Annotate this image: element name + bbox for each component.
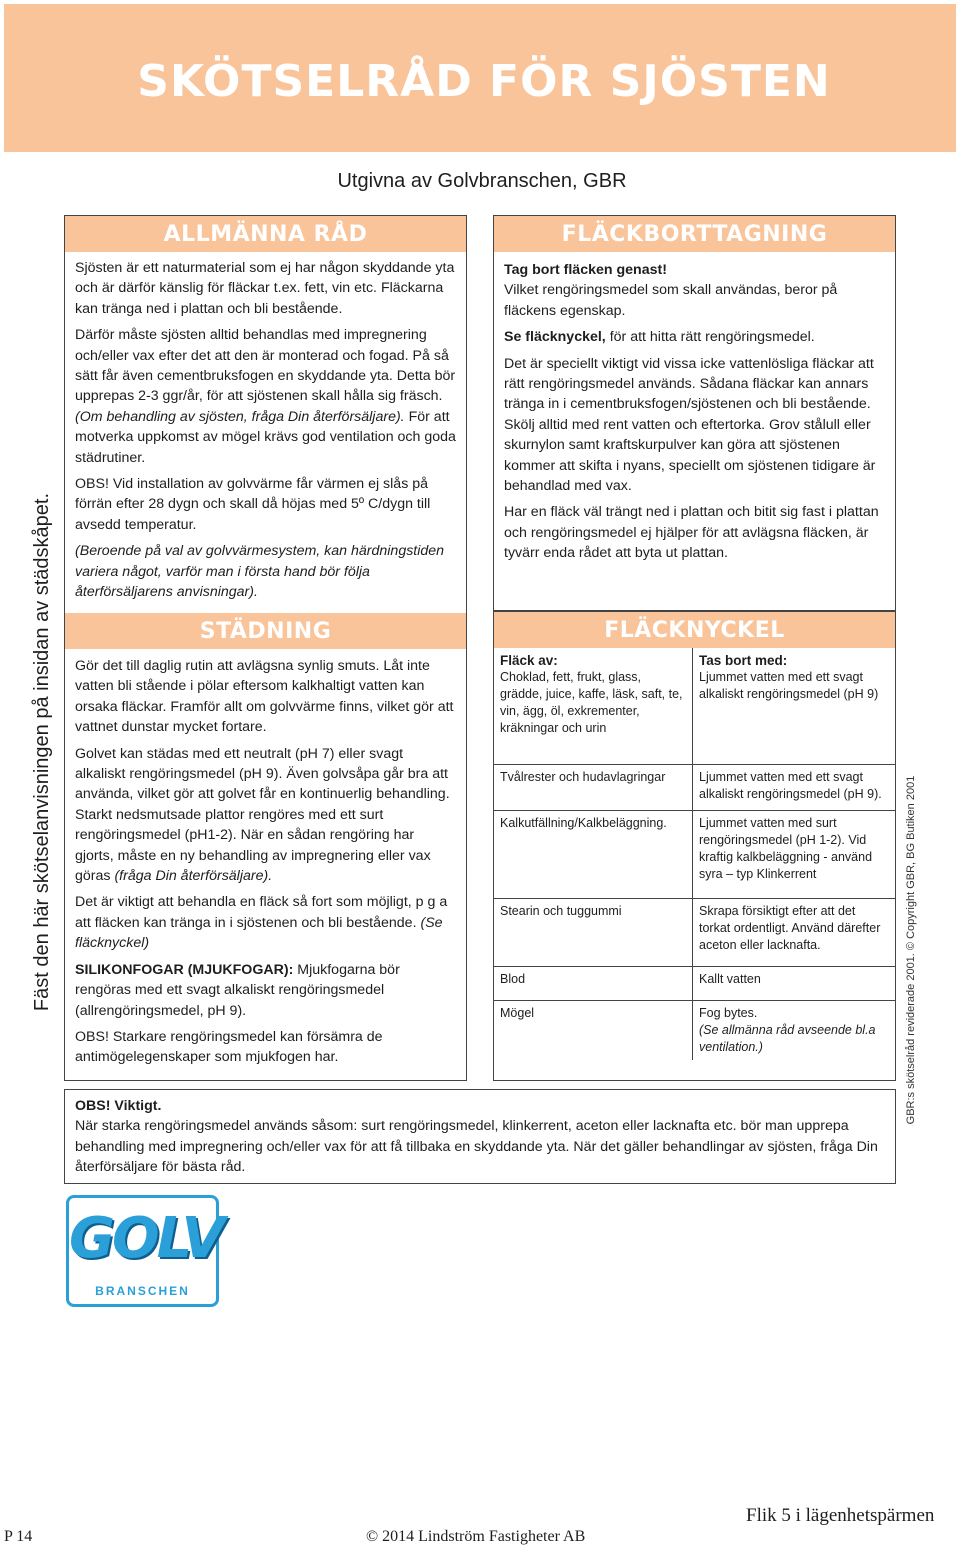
- cleaning-paragraph: Gör det till daglig rutin att avlägsna synlig smuts. Låt inte vatten bli stående i pölar eftersom kalkhaltigt vatten kan orsaka fläckar. Framför allt om golvvärme finns, vilket gör att vattnet dunstar mycket fortare.: [75, 658, 454, 736]
- stain-removal-paragraph: Tag bort fläcken genast! Vilket rengöringsmedel som skall användas, beror på fläckens egenskap.: [504, 262, 838, 319]
- copyright-side-note: GBR:s skötselråd reviderade 2001. © Copyright GBR, BG Butiken 2001: [905, 775, 917, 1125]
- important-note-text: [65, 1090, 895, 1178]
- binder-tab-label: Flik 5 i lägenhetspärmen: [746, 1505, 935, 1526]
- general-advice-text: [65, 252, 466, 603]
- table-cell: Fläck av: Choklad, fett, frukt, glass, grädde, juice, kaffe, läsk, saft, te, vin, ägg, öl, exkrementer, kräkningar och urin: [494, 648, 693, 764]
- table-row: [494, 648, 895, 764]
- table-row: [494, 1000, 895, 1060]
- title-banner: [4, 4, 956, 152]
- side-instruction: Fäst den här skötselanvisningen på insidan av städskåpet.: [31, 492, 53, 1012]
- general-paragraph: Sjösten är ett naturmaterial som ej har någon skyddande yta och är därför känslig för fläckar t.ex. fett, vin etc. Fläckarna kan tränga ned i plattan och bli bestående.: [75, 260, 455, 317]
- stain-removal-paragraph: Har en fläck väl trängt ned i plattan och bitit sig fast i plattan och rengöringsmedel ej hjälper för att avlägsna fläcken, är tyvärr enda rådet att byta ut plattan.: [504, 504, 879, 562]
- stain-removal-paragraph: Det är speciellt viktigt vid vissa icke vattenlösliga fläckar att rätt rengöringsmedel används. Sådana fläckar kan annars tränga in i cementbruksfogen/sjöstenen och bli bestående. Skölj alltid med rent vatten och eftertorka. Grov stålull eller skurnylon samt kraftskurpulver kan göra att sjöstenen kommer att skifta i nyans, speciellt om sjöstenen tidigare är behandlad med vax.: [504, 355, 876, 495]
- cleaning-paragraph: SILIKONFOGAR (MJUKFOGAR): Mjukfogarna bör rengöras med ett svagt alkaliskt rengöringsmedel (allrengöringsmedel, pH 9).: [75, 961, 400, 1019]
- page-title: SKÖTSELRÅD FÖR SJÖSTEN: [137, 56, 831, 107]
- stain-removal-heading: FLÄCKBORTTAGNING: [494, 216, 895, 252]
- stain-removal-box: [493, 215, 896, 611]
- general-paragraph: (Beroende på val av golvvärmesystem, kan härdningstiden variera något, varför man i första hand bör följa återförsäljarens anvisningar).: [75, 543, 445, 601]
- logo-subtitle: BRANSCHEN: [95, 1284, 190, 1298]
- table-cell: Kalkutfällning/Kalkbeläggning.: [494, 810, 693, 898]
- table-cell: Kallt vatten: [693, 966, 896, 1000]
- publisher-subtitle: Utgivna av Golvbranschen, GBR: [337, 170, 627, 192]
- left-column-box: [64, 215, 467, 1081]
- page-number: P 14: [4, 1528, 33, 1545]
- table-cell: Blod: [494, 966, 693, 1000]
- important-note-body: När starka rengöringsmedel används såsom: surt rengöringsmedel, klinkerrent, aceton eller lacknafta etc. bör man upprepa behandling med impregnering och/eller vax för att få tillbaka en skyddande yta. När det gäller behandlingar av sjösten, fråga Din återförsäljare för bästa råd.: [75, 1118, 878, 1176]
- stain-removal-paragraph: Se fläcknyckel, för att hitta rätt rengöringsmedel.: [504, 329, 815, 346]
- cleaning-paragraph: Det är viktigt att behandla en fläck så fort som möjligt, p g a att fläcken kan tränga in i sjöstenen och bli bestående. (Se fläcknyckel): [75, 894, 448, 952]
- golvbranschen-logo: [66, 1195, 222, 1307]
- table-cell: Skrapa försiktigt efter att det torkat ordentligt. Använd därefter aceton eller lacknafta.: [693, 898, 896, 966]
- general-advice-heading: ALLMÄNNA RÅD: [65, 216, 466, 252]
- general-paragraph: OBS! Vid installation av golvvärme får värmen ej slås på förrän efter 28 dygn och skall då höjas med 5º C/dygn till avsedd temperatur.: [75, 476, 431, 533]
- general-paragraph: Därför måste sjösten alltid behandlas med impregnering och/eller vax efter det att den är monterad och fogad. På så sätt får även cementbruksfogen en skyddande yta. Detta bör upprepas 2-3 ggr/år, för att sjöstenen skall hålla sig fräsch. (Om behandling av sjösten, fråga Din återförsäljare). För att motverka uppkomst av mögel krävs god ventilation och goda städrutiner.: [75, 327, 456, 466]
- logo-wordmark: GOLV: [69, 1206, 222, 1271]
- stain-removal-text: [494, 252, 895, 564]
- important-note-heading: OBS! Viktigt.: [75, 1098, 162, 1114]
- cleaning-paragraph: Golvet kan städas med ett neutralt (pH 7) eller svagt alkaliskt rengöringsmedel (pH 9). Även golvsåpa går bra att använda, vilket gör att golvet får en kontinuerlig behandling. Starkt nedsmutsade plattor rengöres med ett surt rengöringsmedel (pH1-2). När en sådan rengöring har gjorts, måste en ny behandling av impregnering eller vax göras (fråga Din återförsäljare).: [75, 745, 450, 885]
- cleaning-heading: STÄDNING: [65, 613, 466, 649]
- stain-key-box: [493, 611, 896, 1081]
- table-row: [494, 966, 895, 1000]
- table-cell: Stearin och tuggummi: [494, 898, 693, 966]
- table-cell: Mögel: [494, 1000, 693, 1060]
- stain-key-heading: FLÄCKNYCKEL: [494, 612, 895, 648]
- table-row: [494, 898, 895, 966]
- table-cell: Fog bytes. (Se allmänna råd avseende bl.a ventilation.): [693, 1000, 896, 1060]
- footer-copyright: © 2014 Lindström Fastigheter AB: [366, 1528, 586, 1545]
- stain-key-table: [494, 648, 895, 1060]
- table-cell: Ljummet vatten med surt rengöringsmedel (pH 1-2). Vid kraftig kalkbeläggning - använd syra – typ Klinkerrent: [693, 810, 896, 898]
- table-row: [494, 810, 895, 898]
- table-cell: Ljummet vatten med ett svagt alkaliskt rengöringsmedel (pH 9).: [693, 764, 896, 810]
- cleaning-text: [65, 656, 466, 1074]
- table-cell: Tvålrester och hudavlagringar: [494, 764, 693, 810]
- important-note-box: [64, 1089, 896, 1184]
- table-cell: Tas bort med: Ljummet vatten med ett svagt alkaliskt rengöringsmedel (pH 9): [693, 648, 896, 764]
- cleaning-paragraph: OBS! Starkare rengöringsmedel kan försämra de antimögelegenskaper som mjukfogen har.: [75, 1028, 383, 1066]
- table-row: [494, 764, 895, 810]
